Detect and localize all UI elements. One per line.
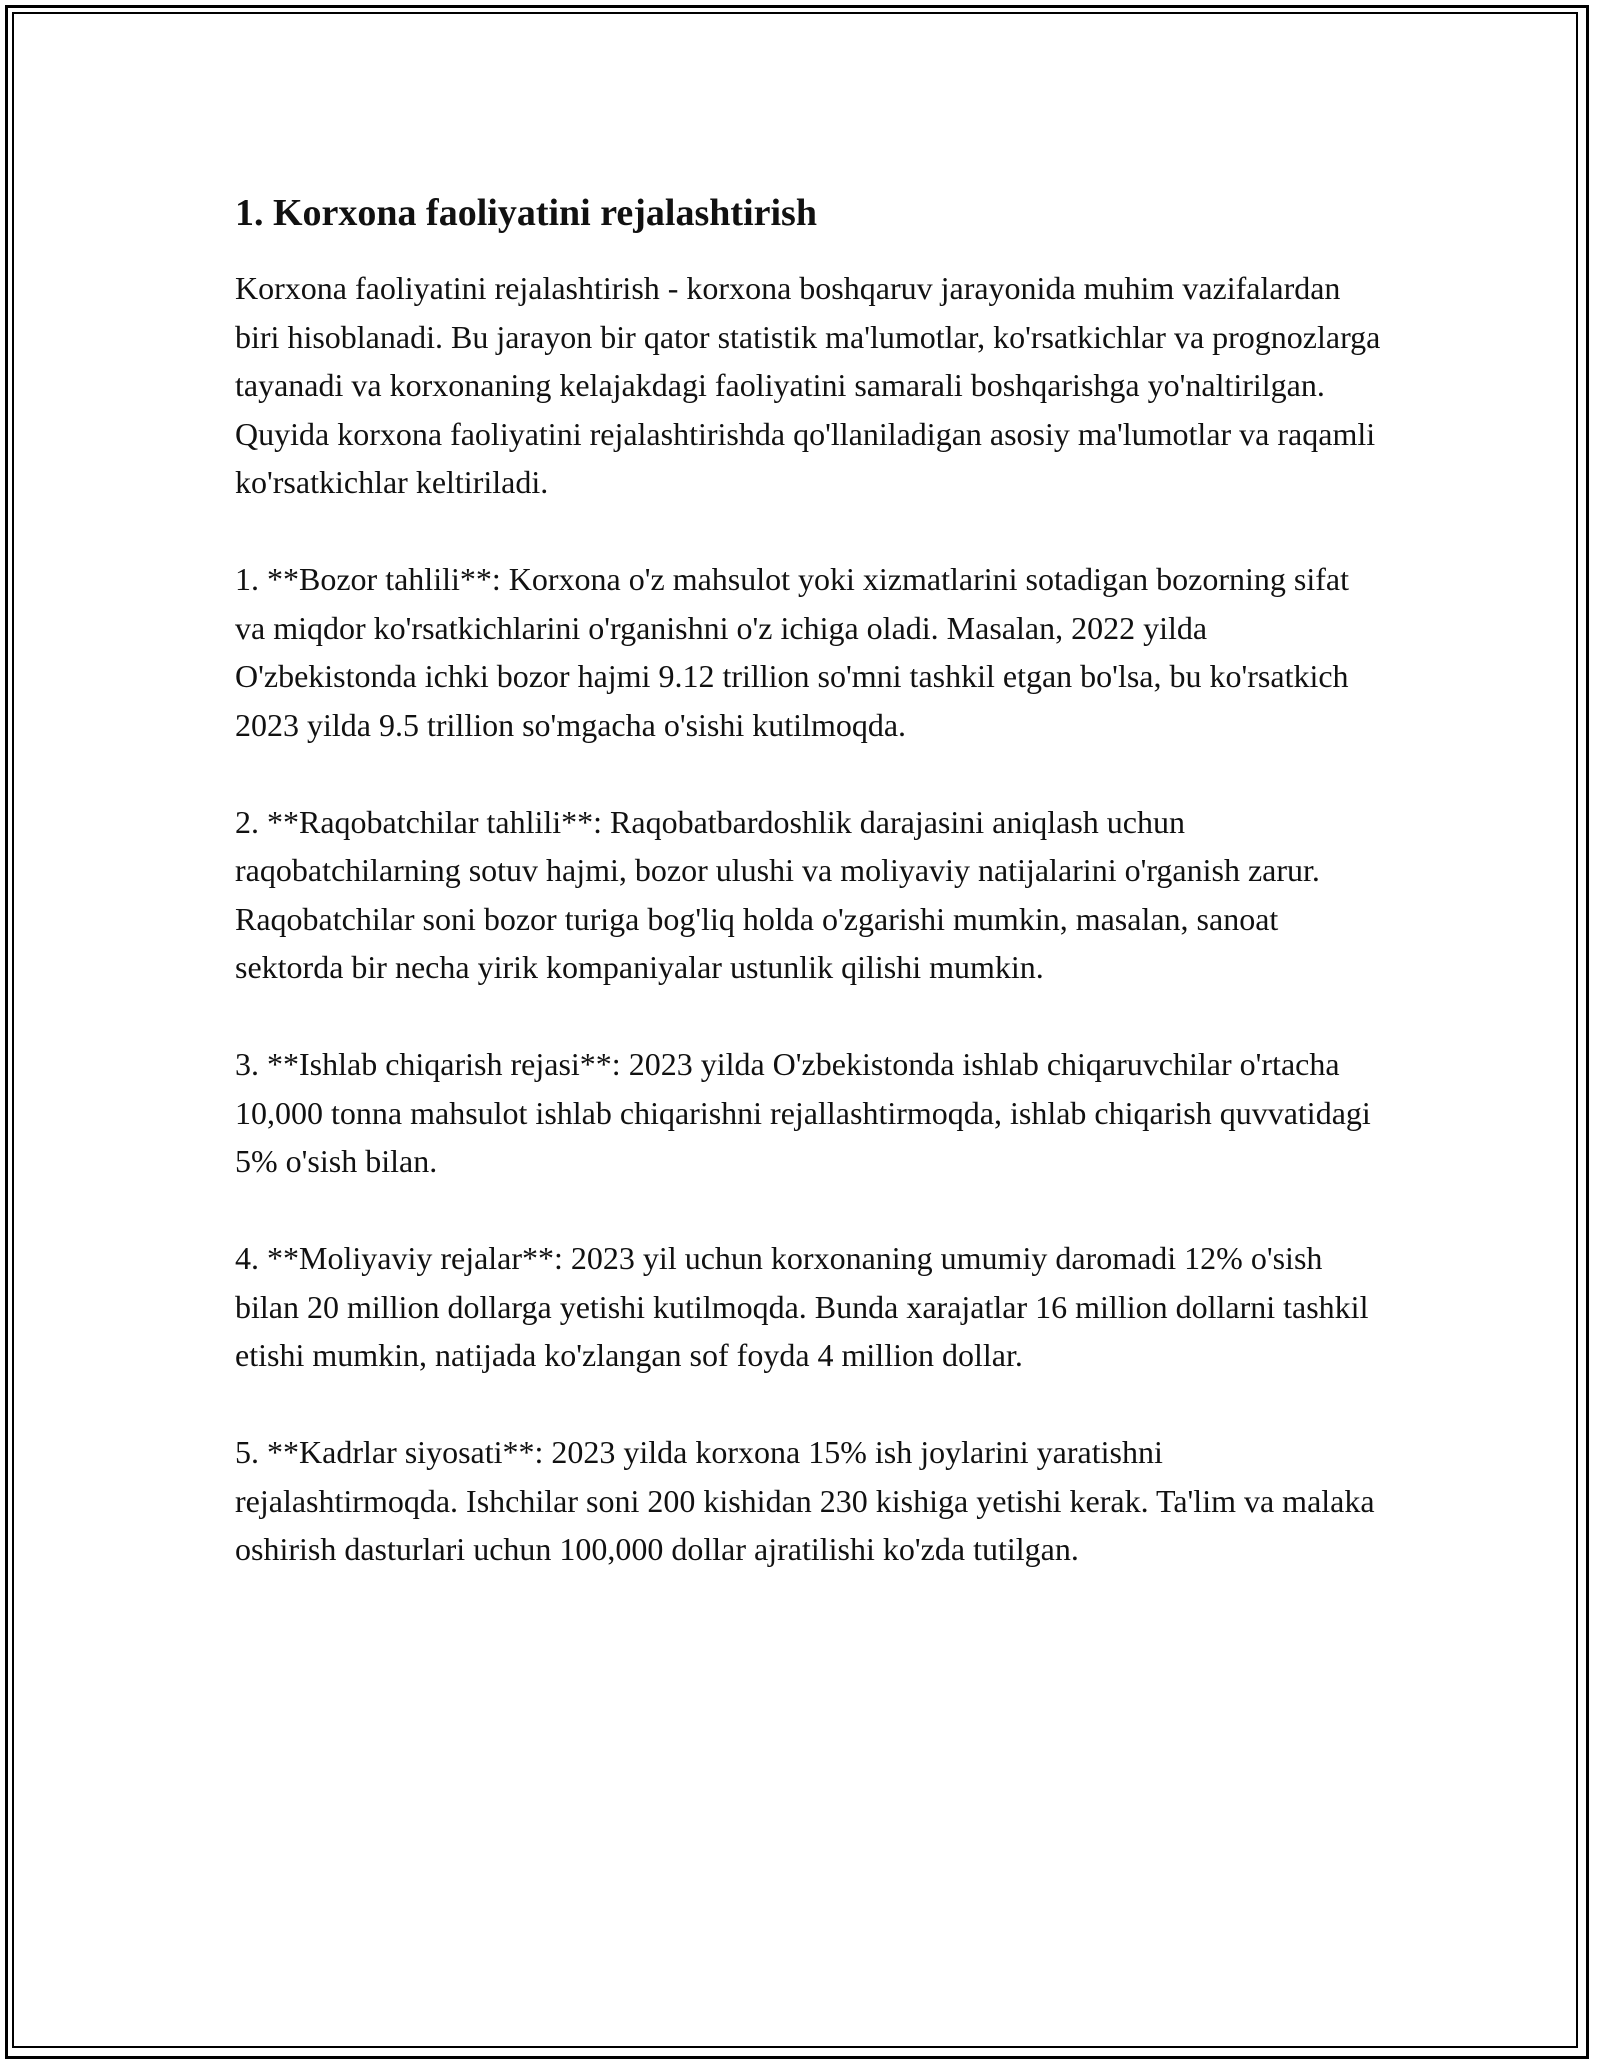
intro-paragraph: Korxona faoliyatini rejalashtirish - korxona boshqaruv jarayonida muhim vazifalardan biri hisoblanadi. Bu jarayon bir qator statistik ma'lumotlar, ko'rsatkichlar va prognozlarga tayanadi va korxonaning kelajakdagi faoliyatini samarali boshqarishga yo'naltirilgan. Quyida korxona faoliyatini rejalashtirishda qo'llaniladigan asosiy ma'lumotlar va raqamli ko'rsatkichlar keltiriladi. <box>235 270 1381 500</box>
document-title: 1. Korxona faoliyatini rejalashtirish <box>235 192 817 234</box>
market-analysis-paragraph: 1. **Bozor tahlili**: Korxona o'z mahsulot yoki xizmatlarini sotadigan bozorning sifat va miqdor ko'rsatkichlarini o'rganishni o'z ichiga oladi. Masalan, 2022 yilda O'zbekistonda ichki bozor hajmi 9.12 trillion so'mni tashkil etgan bo'lsa, bu ko'rsatkich 2023 yilda 9.5 trillion so'mgacha o'sishi kutilmoqda. <box>235 561 1349 743</box>
competitor-analysis-paragraph: 2. **Raqobatchilar tahlili**: Raqobatbardoshlik darajasini aniqlash uchun raqobatchilarning sotuv hajmi, bozor ulushi va moliyaviy natijalarini o'rganish zarur. Raqobatchilar soni bozor turiga bog'liq holda o'zgarishi mumkin, masalan, sanoat sektorda bir necha yirik kompaniyalar ustunlik qilishi mumkin. <box>235 803 1320 985</box>
document-body <box>235 188 1385 1622</box>
financial-plans-paragraph: 4. **Moliyaviy rejalar**: 2023 yil uchun korxonaning umumiy daromadi 12% o'sish bilan 20 million dollarga yetishi kutilmoqda. Bunda xarajatlar 16 million dollarni tashkil etishi mumkin, natijada ko'zlangan sof foyda 4 million dollar. <box>235 1240 1369 1373</box>
production-plan-paragraph: 3. **Ishlab chiqarish rejasi**: 2023 yilda O'zbekistonda ishlab chiqaruvchilar o'rtacha 10,000 tonna mahsulot ishlab chiqarishni rejallashtirmoqda, ishlab chiqarish quvvatidagi 5% o'sish bilan. <box>235 1046 1371 1179</box>
personnel-policy-paragraph: 5. **Kadrlar siyosati**: 2023 yilda korxona 15% ish joylarini yaratishni rejalashtirmoqda. Ishchilar soni 200 kishidan 230 kishiga yetishi kerak. Ta'lim va malaka oshirish dasturlari uchun 100,000 dollar ajratilishi ko'zda tutilgan. <box>235 1434 1375 1567</box>
